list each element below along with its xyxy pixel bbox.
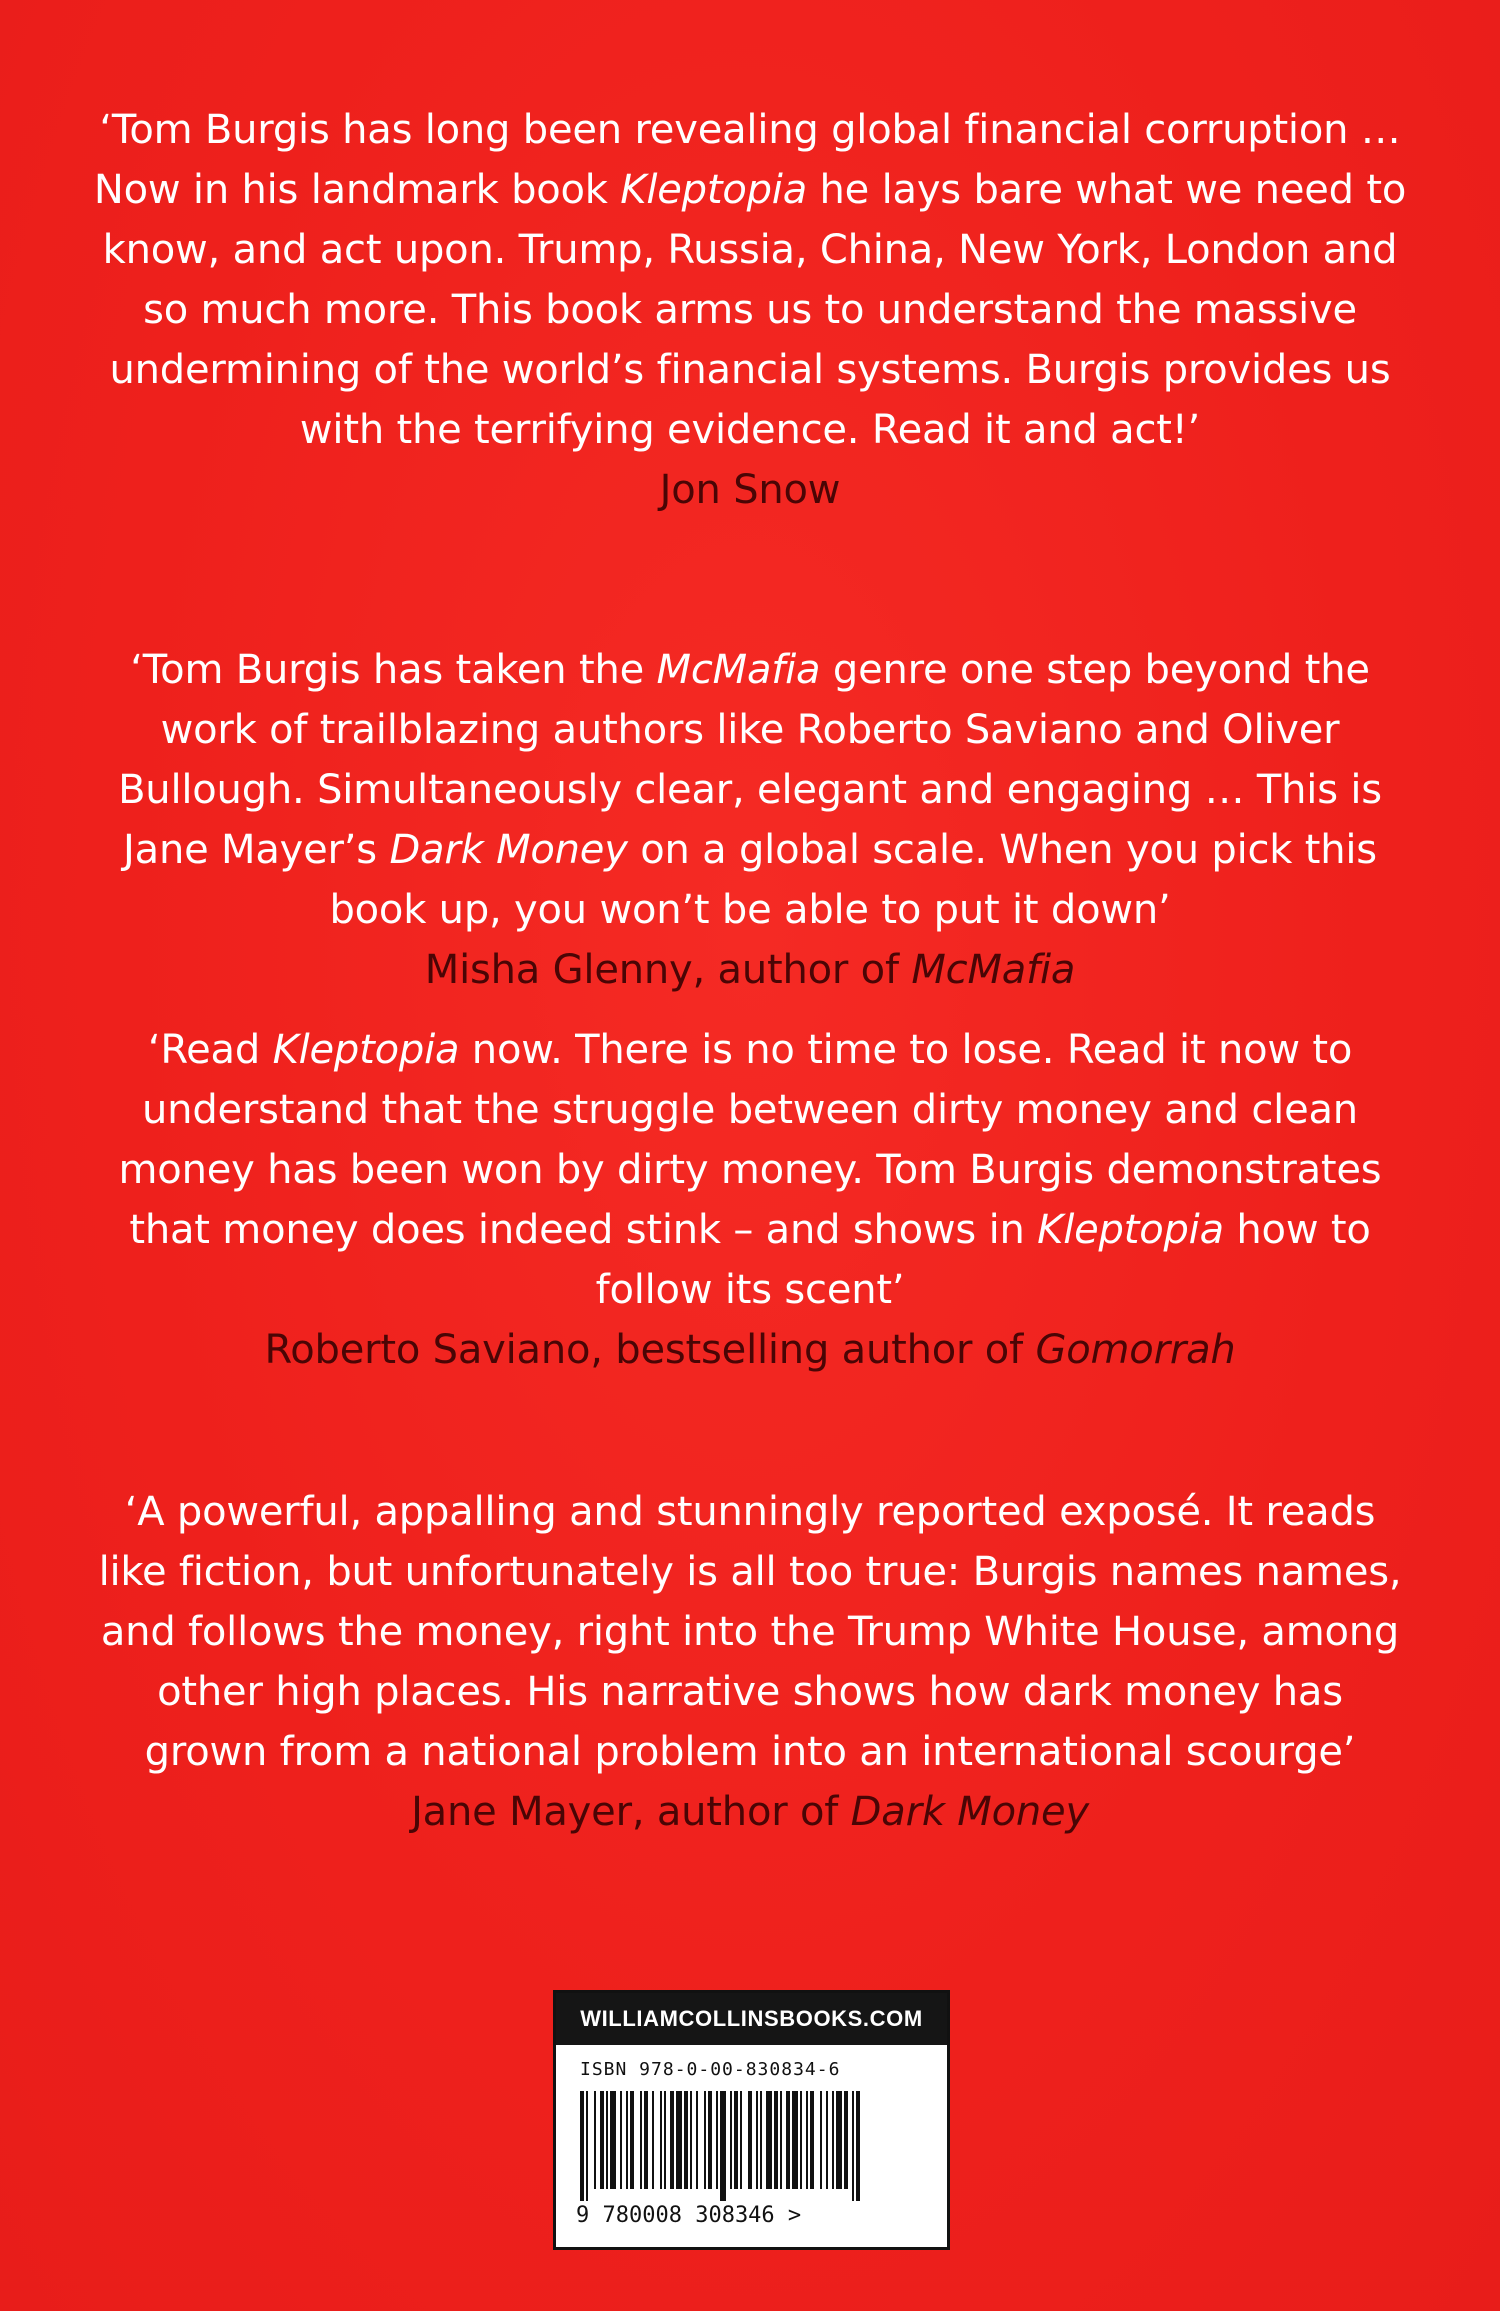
publisher-website: WILLIAMCOLLINSBOOKS.COM: [556, 1993, 947, 2045]
barcode-bar: [670, 2091, 674, 2189]
quote-segment: ‘Read: [147, 1027, 273, 1073]
barcode-bar: [610, 2091, 616, 2189]
book-title-dark-money: Dark Money: [389, 827, 628, 873]
barcode-bar: [704, 2091, 706, 2189]
barcode-bar: [852, 2091, 854, 2201]
quote-attribution: [90, 1782, 1410, 1842]
barcode-bar: [606, 2091, 608, 2189]
barcode-digits: 9 780008 308346 >: [576, 2203, 802, 2228]
barcode-bar: [720, 2091, 726, 2201]
book-title-kleptopia: Kleptopia: [620, 167, 808, 213]
barcode-bar: [844, 2091, 848, 2189]
barcode-bar: [594, 2091, 596, 2189]
barcode-bar: [652, 2091, 654, 2189]
book-title-mcmafia: McMafia: [656, 647, 821, 693]
quote-attribution: [90, 1320, 1410, 1380]
review-quote-misha-glenny: [90, 640, 1410, 1000]
quote-text: [90, 640, 1410, 940]
barcode-bar: [696, 2091, 698, 2189]
barcode-bar: [626, 2091, 628, 2189]
isbn-number: ISBN 978-0-00-830834-6: [580, 2059, 841, 2080]
barcode-bar: [600, 2091, 604, 2189]
quote-attribution: [90, 940, 1410, 1000]
attribution-book-title: Gomorrah: [1035, 1327, 1236, 1373]
barcode-bar: [836, 2091, 842, 2189]
quote-segment: how to follow its scent’: [595, 1207, 1371, 1313]
barcode-bar: [774, 2091, 778, 2189]
barcode-bar: [708, 2091, 712, 2189]
barcode-bar: [806, 2091, 808, 2189]
quote-segment: now. There is no time to lose. Read it now to understand that the struggle between dirty money and clean money has been won by dirty money. Tom Burgis demonstrates that money does indeed stink – and shows in: [118, 1027, 1382, 1253]
barcode-bar: [748, 2091, 752, 2189]
review-quote-jon-snow: [90, 100, 1410, 520]
barcode-bar: [810, 2091, 814, 2189]
barcode-bar: [730, 2091, 732, 2189]
barcode-bar: [734, 2091, 738, 2189]
barcode-bar: [630, 2091, 634, 2189]
barcode-bar: [786, 2091, 790, 2189]
barcode-bar: [766, 2091, 772, 2189]
barcode-bar: [760, 2091, 762, 2189]
barcode-bar: [620, 2091, 622, 2189]
barcode-bar: [792, 2091, 798, 2189]
book-title-kleptopia: Kleptopia: [1037, 1207, 1224, 1253]
barcode-bar: [640, 2091, 642, 2189]
quote-segment: ‘A powerful, appalling and stunningly reported exposé. It reads like fiction, but unfortunately is all too true: Burgis names names, and follows the money, right into the Trump White House, among other high places. His narrative shows how dark money has grown from a national problem into an international scourge’: [98, 1489, 1402, 1775]
barcode-bar: [800, 2091, 802, 2189]
barcode-panel: [553, 1990, 950, 2250]
barcode-bar: [690, 2091, 692, 2189]
barcode-bar: [740, 2091, 742, 2189]
attribution-name: Roberto Saviano, bestselling author of: [264, 1327, 1036, 1373]
barcode-icon: [580, 2091, 925, 2201]
attribution-book-title: Dark Money: [850, 1789, 1089, 1835]
quote-segment: ‘Tom Burgis has taken the: [130, 647, 657, 693]
quote-text: [90, 1020, 1410, 1320]
quote-segment: ‘Tom Burgis has long been revealing global financial corruption … Now in his landmark book: [93, 107, 1401, 213]
barcode-bar: [586, 2091, 588, 2201]
barcode-bar: [780, 2091, 782, 2189]
quote-text: [90, 100, 1410, 460]
barcode-bar: [716, 2091, 718, 2189]
quote-segment: he lays bare what we need to know, and act upon. Trump, Russia, China, New York, London and so much more. This book arms us to understand the massive undermining of the world’s financial systems. Burgis provides us with the terrifying evidence. Read it and act!’: [102, 167, 1407, 453]
attribution-name: Jane Mayer, author of: [411, 1789, 851, 1835]
barcode-bar: [580, 2091, 584, 2201]
barcode-bar: [856, 2091, 860, 2201]
barcode-bar: [756, 2091, 758, 2189]
book-title-kleptopia: Kleptopia: [272, 1027, 460, 1073]
barcode-bar: [664, 2091, 666, 2189]
attribution-name: Jon Snow: [659, 467, 841, 513]
quote-segment: genre one step beyond the work of trailblazing authors like Roberto Saviano and Oliver Bullough. Simultaneously clear, elegant and engaging … This is Jane Mayer’s: [118, 647, 1382, 873]
attribution-book-title: McMafia: [911, 947, 1076, 993]
quote-segment: on a global scale. When you pick this book up, you won’t be able to put it down’: [329, 827, 1377, 933]
barcode-bar: [826, 2091, 828, 2189]
review-quote-jane-mayer: [90, 1482, 1410, 1842]
barcode-bar: [832, 2091, 834, 2189]
quote-attribution: [90, 460, 1410, 520]
barcode-bar: [644, 2091, 648, 2189]
barcode-bar: [820, 2091, 822, 2189]
quote-text: [90, 1482, 1410, 1782]
barcode-bar: [684, 2091, 688, 2189]
barcode-bar: [660, 2091, 662, 2189]
attribution-name: Misha Glenny, author of: [424, 947, 912, 993]
review-quote-roberto-saviano: [90, 1020, 1410, 1380]
barcode-bar: [676, 2091, 682, 2189]
